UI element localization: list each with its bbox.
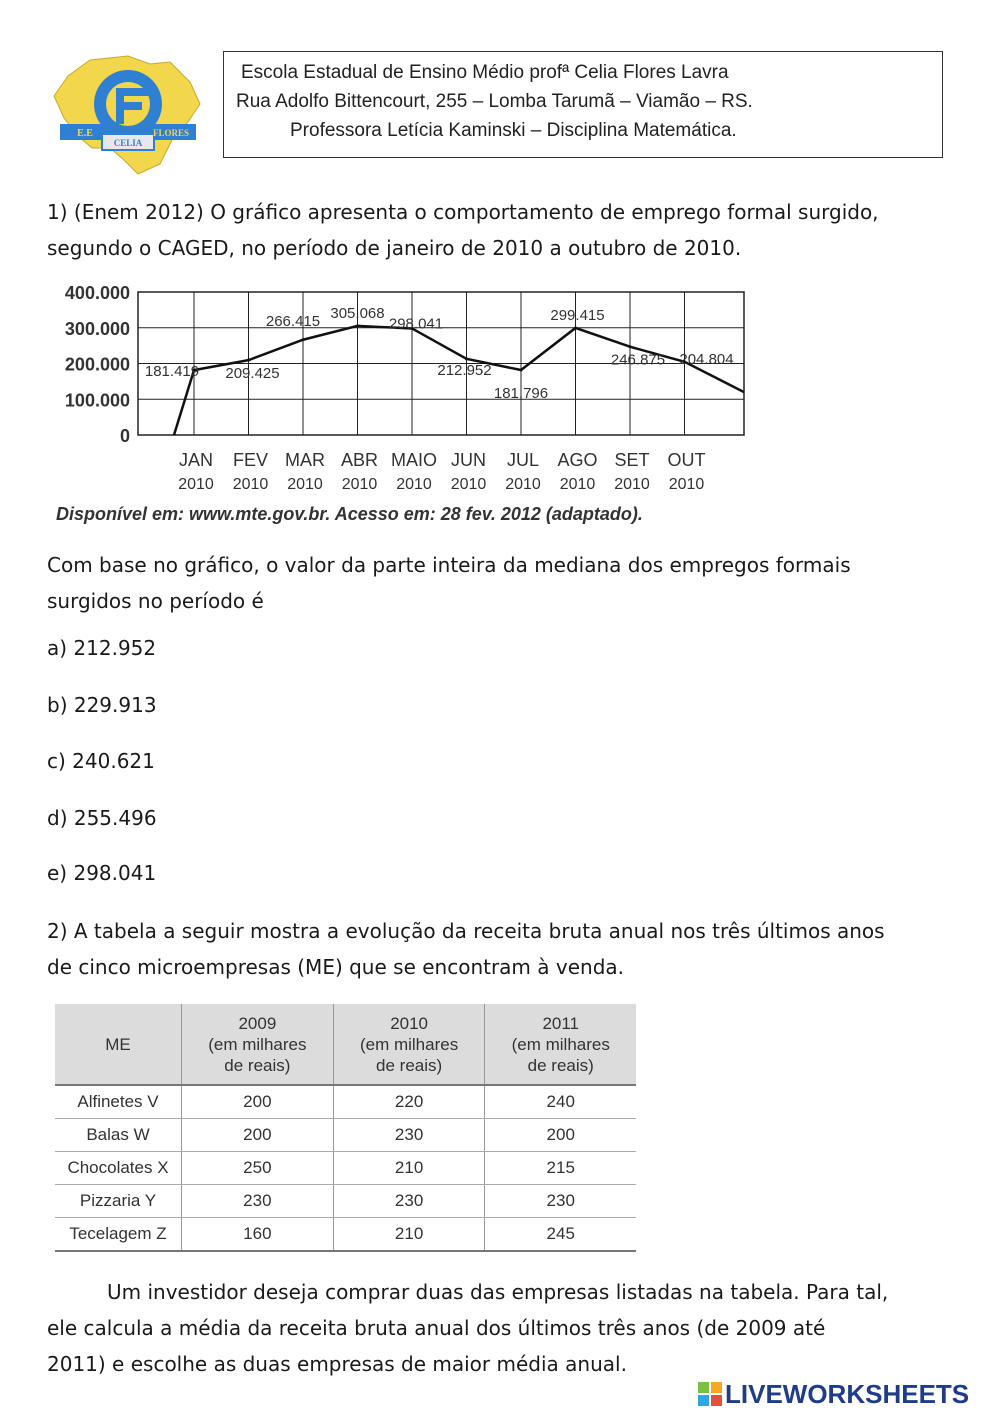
x-tick-label: FEV xyxy=(232,450,269,470)
x-tick-year: 2010 xyxy=(614,476,650,493)
teacher-discipline: Professora Letícia Kaminski – Disciplina Matemática. xyxy=(290,120,737,141)
data-label: 204.804 xyxy=(679,350,734,368)
x-tick-label: MAIO xyxy=(390,450,438,470)
data-label: 181.419 xyxy=(144,363,200,381)
cell-value: 240 xyxy=(485,1085,636,1119)
option-e[interactable]: e) 298.041 xyxy=(47,861,157,885)
header-2010: 2010 (em milhares de reais) xyxy=(333,1004,485,1085)
cell-value: 200 xyxy=(485,1119,636,1152)
x-tick-year: 2010 xyxy=(232,476,269,493)
school-logo xyxy=(50,52,205,177)
cell-company: Pizzaria Y xyxy=(55,1185,182,1218)
table-row xyxy=(55,1119,636,1152)
school-header xyxy=(223,51,943,158)
header-2009: 2009 (em milhares de reais) xyxy=(182,1004,334,1085)
cell-company: Chocolates X xyxy=(55,1152,182,1185)
table-row xyxy=(55,1085,636,1119)
table-row xyxy=(55,1152,636,1185)
logo-text-left: E.E xyxy=(77,128,93,139)
logo-text-mid: CELIA xyxy=(113,138,143,148)
q2-paragraph-line3: 2011) e escolhe as duas empresas de maior média anual. xyxy=(47,1352,627,1376)
q1-intro-line1: 1) (Enem 2012) O gráfico apresenta o comportamento de emprego formal surgido, xyxy=(47,200,879,224)
cell-value: 210 xyxy=(333,1152,485,1185)
cell-value: 230 xyxy=(333,1185,485,1218)
data-label: 305.068 xyxy=(330,304,385,322)
x-tick-year: 2010 xyxy=(396,476,432,493)
q1-question-line1: Com base no gráfico, o valor da parte inteira da mediana dos empregos formais xyxy=(47,553,851,577)
x-tick-year: 2010 xyxy=(559,476,596,493)
q2-paragraph-line1: Um investidor deseja comprar duas das empresas listadas na tabela. Para tal, xyxy=(107,1280,889,1304)
x-tick-label: ABR xyxy=(340,450,379,470)
x-tick-label: SET xyxy=(614,450,650,470)
header-me: ME xyxy=(55,1004,182,1085)
x-tick-year: 2010 xyxy=(287,476,323,493)
data-label: 209.425 xyxy=(225,365,280,383)
cell-value: 230 xyxy=(333,1119,485,1152)
table-row xyxy=(55,1218,636,1252)
cell-value: 230 xyxy=(485,1185,636,1218)
y-tick-label: 400.000 xyxy=(64,283,130,303)
option-d[interactable]: d) 255.496 xyxy=(47,806,157,830)
header-2011: 2011 (em milhares de reais) xyxy=(485,1004,636,1085)
data-point xyxy=(302,338,305,341)
cell-value: 160 xyxy=(182,1218,334,1252)
option-a[interactable]: a) 212.952 xyxy=(47,636,157,660)
x-tick-year: 2010 xyxy=(178,476,214,493)
logo-text-right: FLORES xyxy=(152,128,190,138)
data-point xyxy=(465,357,468,360)
x-tick-year: 2010 xyxy=(341,476,378,493)
data-point xyxy=(574,326,577,329)
data-point xyxy=(629,345,632,348)
option-c[interactable]: c) 240.621 xyxy=(47,749,155,773)
x-tick-year: 2010 xyxy=(450,476,487,493)
cell-value: 250 xyxy=(182,1152,334,1185)
option-b[interactable]: b) 229.913 xyxy=(47,693,157,717)
cell-company: Alfinetes V xyxy=(55,1085,182,1119)
x-tick-label: AGO xyxy=(557,450,598,470)
y-tick-label: 200.000 xyxy=(64,354,130,375)
cell-value: 200 xyxy=(182,1119,334,1152)
liveworksheets-logo-icon xyxy=(697,1381,723,1407)
x-tick-label: OUT xyxy=(667,450,706,470)
data-point xyxy=(356,324,359,327)
cell-value: 200 xyxy=(182,1085,334,1119)
q1-intro-line2: segundo o CAGED, no período de janeiro de 2010 a outubro de 2010. xyxy=(47,236,742,260)
cell-value: 245 xyxy=(485,1218,636,1252)
chart-source: Disponível em: www.mte.gov.br. Acesso em: 28 fev. 2012 (adaptado). xyxy=(56,504,643,524)
data-point xyxy=(247,359,250,362)
x-tick-label: JUN xyxy=(451,450,486,470)
x-tick-label: JUL xyxy=(506,450,540,470)
q1-question-line2: surgidos no período é xyxy=(47,589,264,613)
data-label: 181.796 xyxy=(493,385,549,403)
cell-value: 220 xyxy=(333,1085,485,1119)
q2-paragraph-line2: ele calcula a média da receita bruta anual dos últimos três anos (de 2009 até xyxy=(47,1316,826,1340)
cell-value: 210 xyxy=(333,1218,485,1252)
cell-value: 230 xyxy=(182,1185,334,1218)
x-tick-label: MAR xyxy=(285,450,325,470)
data-label: 246.875 xyxy=(610,351,666,369)
y-tick-label: 300.000 xyxy=(64,318,130,339)
x-tick-year: 2010 xyxy=(505,476,541,493)
table-row xyxy=(55,1185,636,1218)
q2-intro-line2: de cinco microempresas (ME) que se encontram à venda. xyxy=(47,955,625,979)
table-header-row xyxy=(55,1004,636,1085)
data-label: 299.415 xyxy=(550,306,605,324)
data-label: 298.041 xyxy=(388,315,444,333)
y-tick-label: 100.000 xyxy=(64,390,130,411)
revenue-table xyxy=(55,1004,636,1252)
liveworksheets-brand[interactable] xyxy=(697,1378,997,1410)
employment-line-chart xyxy=(40,278,760,533)
y-tick-label: 0 xyxy=(119,426,130,446)
school-address: Rua Adolfo Bittencourt, 255 – Lomba Tarumã – Viamão – RS. xyxy=(236,91,753,112)
x-tick-year: 2010 xyxy=(668,476,705,493)
q2-intro-line1: 2) A tabela a seguir mostra a evolução da receita bruta anual nos três últimos anos xyxy=(47,919,885,943)
school-name: Escola Estadual de Ensino Médio profª Celia Flores Lavra xyxy=(241,62,729,83)
brand-text: LIVEWORKSHEETS xyxy=(725,1378,970,1409)
cell-value: 215 xyxy=(485,1152,636,1185)
data-label: 212.952 xyxy=(437,361,492,379)
cell-company: Balas W xyxy=(55,1119,182,1152)
x-tick-label: JAN xyxy=(178,450,214,470)
cell-company: Tecelagem Z xyxy=(55,1218,182,1252)
data-point xyxy=(520,369,523,372)
data-label: 266.415 xyxy=(265,312,321,330)
